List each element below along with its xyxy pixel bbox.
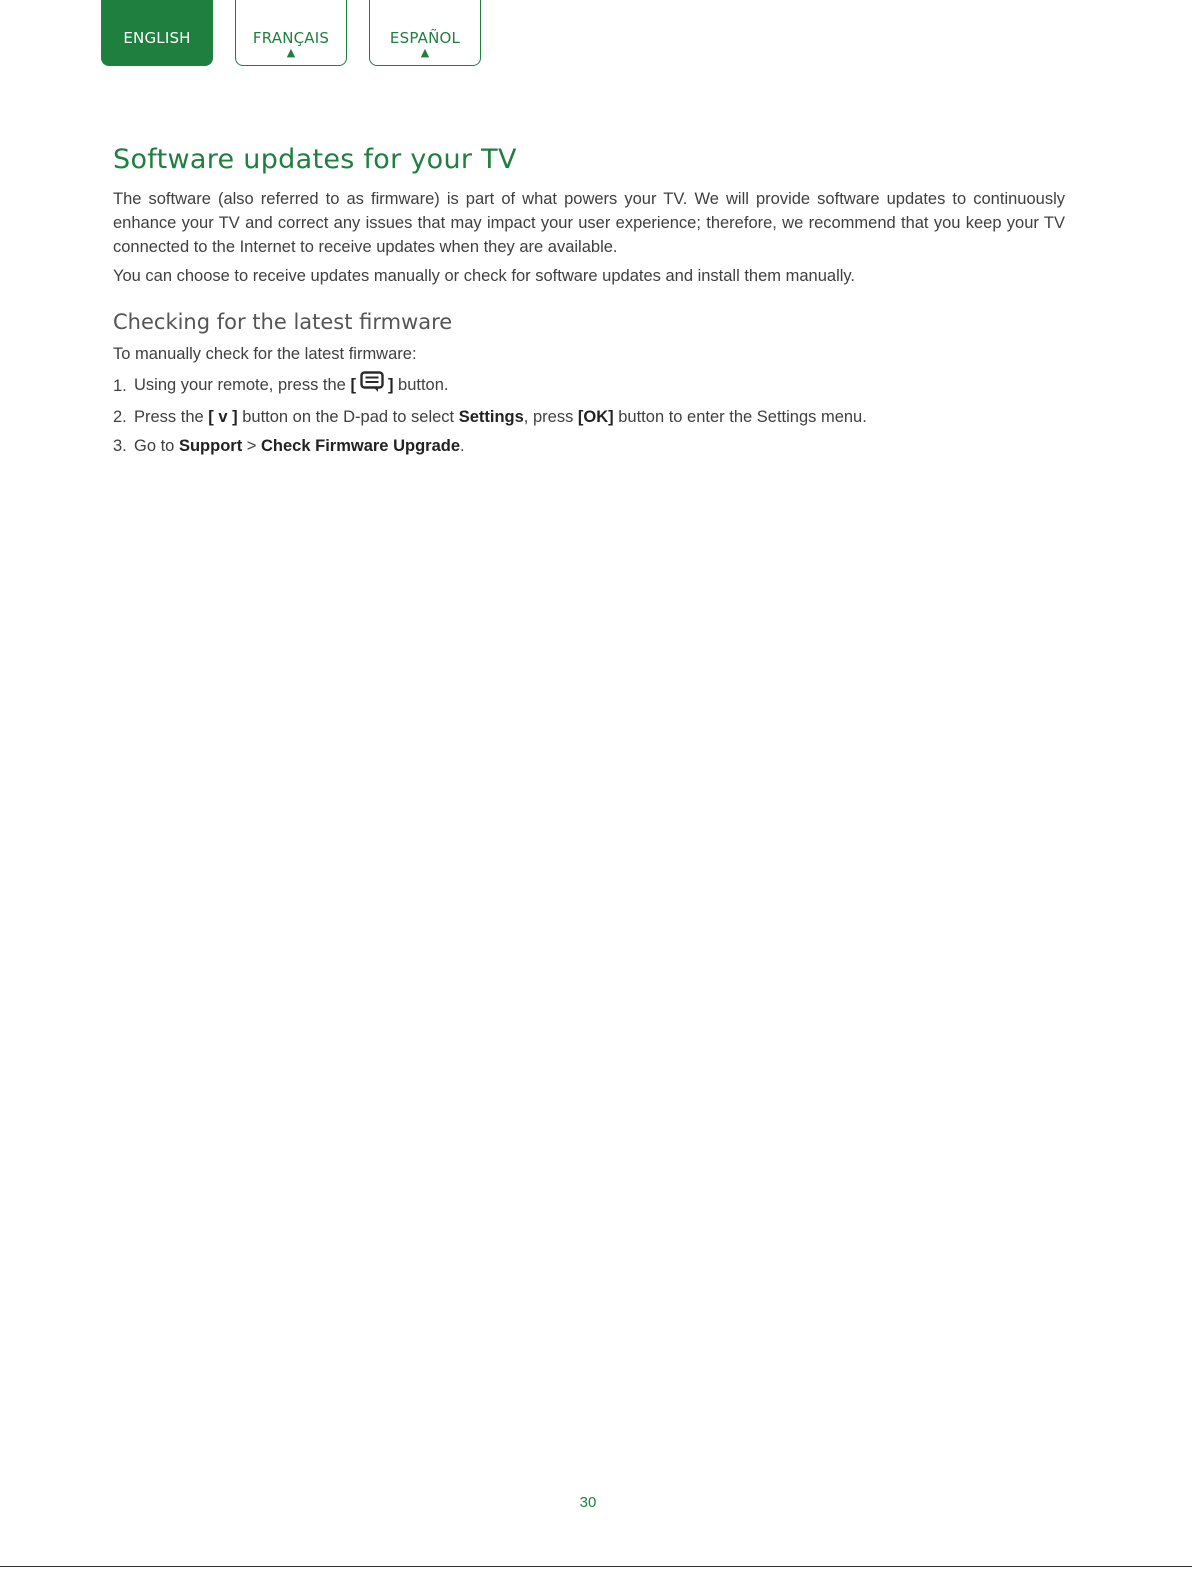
step-item [113,405,1065,429]
step-text [134,405,867,429]
step-text [134,434,465,458]
step-item [113,434,1065,458]
key-label: [ v ] [208,408,238,426]
tab-english[interactable] [101,0,213,66]
step-number: 2. [113,408,127,426]
step-number: 3. [113,437,127,455]
tab-english-label: ENGLISH [123,29,191,47]
bottom-divider [0,1566,1192,1567]
step-text-part: Press the [134,408,209,426]
step-item [113,371,1065,400]
key-label: [OK] [577,408,614,426]
section-heading: Checking for the latest firmware [113,310,453,334]
tab-espanol[interactable] [369,0,481,66]
section-intro: To manually check for the latest firmware: [113,345,417,363]
step-text-part: . [460,437,465,455]
key-label: Settings [458,408,524,426]
up-arrow-icon: ▲ [420,46,430,59]
tab-francais[interactable] [235,0,347,66]
update-options-paragraph: You can choose to receive updates manually or check for software updates and install them manually. [113,267,856,285]
menu-path-item: Support [178,437,243,455]
main-content [113,140,1065,463]
intro-paragraph: The software (also referred to as firmware) is part of what powers your TV. We will provide software updates to continuously enhance your TV and correct any issues that may impact your user experience; therefore, we recommend that you keep your TV connected to the Internet to receive updates when they are available. [113,190,1065,256]
steps-list [113,371,1065,458]
step-text-part: Using your remote, press the [134,375,351,394]
step-text-part: button on the D-pad to select [237,408,459,426]
step-text-part: Go to [134,437,179,455]
step-text [134,371,448,400]
page-number: 30 [579,1494,597,1511]
menu-icon [360,371,384,400]
step-text-part: > [242,437,262,455]
up-arrow-icon: ▲ [286,46,296,59]
step-text-part: , press [523,408,578,426]
page-title: Software updates for your TV [113,144,517,175]
tab-francais-label: FRANÇAIS [252,29,330,47]
bracket-close: ] [387,375,394,394]
bracket-open: [ [350,375,356,394]
tab-espanol-label: ESPAÑOL [389,29,461,47]
step-text-part: button. [393,375,449,394]
step-number: 1. [113,376,127,395]
step-text-part: button to enter the Settings menu. [613,408,867,426]
menu-path-item: Check Firmware Upgrade [261,437,460,455]
